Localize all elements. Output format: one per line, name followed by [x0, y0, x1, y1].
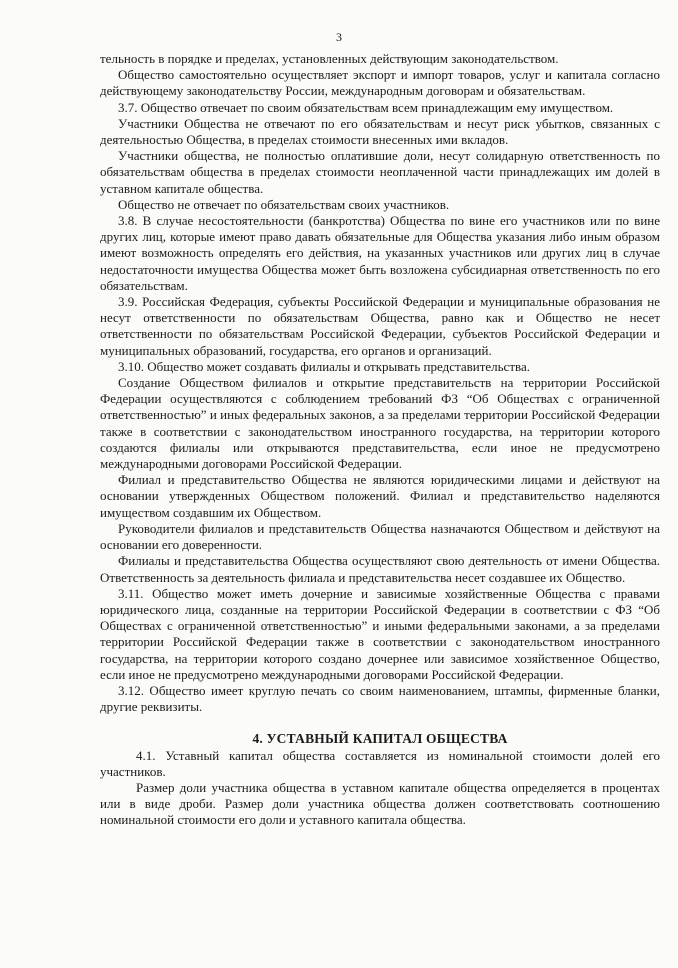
page-number: 3	[336, 30, 342, 44]
paragraph: Создание Обществом филиалов и открытие представительств на территории Российской Федерации осуществляются с соблюдением требований ФЗ “Об Обществах с ограниченной ответственностью” и иных федеральных законов, а за пределами территории Российской Федерации также в соответствии с законодательством иностранного государства, на территории которого создаются филиалы или открываются представительства, если иное не предусмотрено международными договорами Российской Федерации.	[100, 375, 660, 472]
paragraph: 3.10. Общество может создавать филиалы и открывать представительства.	[118, 358, 530, 374]
paragraph: Участники Общества не отвечают по его обязательствам и несут риск убытков, связанных с деятельностью Общества, в пределах стоимости внесенных ими вкладов.	[100, 115, 660, 148]
paragraph: 3.9. Российская Федерация, субъекты Российской Федерации и муниципальные образования не несут ответственности по обязательствам Общества, равно как и Общество не несет ответственности по обязательствам Российской Федерации, субъектов Российской Федерации и муниципальных образований, государства, его органов и организаций.	[100, 294, 660, 358]
paragraph: 4.1. Уставный капитал общества составляется из номинальной стоимости долей его участников.	[100, 747, 660, 779]
paragraph: Филиал и представительство Общества не являются юридическими лицами и действуют на основании утвержденных Обществом положений. Филиал и представительство наделяются имуществом создавшим их Обществом.	[100, 472, 660, 520]
document-body	[100, 51, 660, 829]
paragraph: тельность в порядке и пределах, установленных действующим законодательством.	[100, 51, 559, 66]
paragraph: Участники общества, не полностью оплатившие доли, несут солидарную ответственность по обязательствам общества в пределах стоимости неоплаченной части принадлежащих им долей в уставном капитале общества.	[100, 148, 660, 196]
paragraph: Филиалы и представительства Общества осуществляют свою деятельность от имени Общества. Ответственность за деятельность филиала и представительства несет создавшее их Общество.	[100, 553, 660, 585]
paragraph: 3.7. Общество отвечает по своим обязательствам всем принадлежащим ему имуществом.	[118, 99, 614, 115]
paragraph: Общество самостоятельно осуществляет экспорт и импорт товаров, услуг и капитала согласно действующему законодательству России, международным договорам и обязательствам.	[100, 67, 660, 99]
paragraph: 3.12. Общество имеет круглую печать со своим наименованием, штампы, фирменные бланки, другие реквизиты.	[100, 682, 660, 715]
paragraph: 3.8. В случае несостоятельности (банкротства) Общества по вине его участников или по вине других лиц, которые имеют право давать обязательные для Общества указания либо иным образом имеют возможность определять его действия, на указанных участников или других лиц в случае недостаточности имущества Общества может быть возложена субсидиарная ответственность по его обязательствам.	[100, 213, 660, 293]
paragraph: Руководители филиалов и представительств Общества назначаются Обществом и действуют на основании его доверенности.	[100, 520, 660, 553]
paragraph: Размер доли участника общества в уставном капитале общества определяется в процентах или в виде дроби. Размер доли участника общества должен соответствовать соотношению номинальной стоимости его доли и уставного капитала общества.	[100, 779, 660, 828]
spacer	[100, 715, 660, 731]
section-title: 4. УСТАВНЫЙ КАПИТАЛ ОБЩЕСТВА	[252, 731, 508, 747]
paragraph: Общество не отвечает по обязательствам своих участников.	[118, 196, 450, 212]
paragraph: 3.11. Общество может иметь дочерние и зависимые хозяйственные Общества с правами юридического лица, созданные на территории Российской Федерации в соответствии с ФЗ “Об Обществах с ограниченной ответственностью” и иными федеральными законами, а за пределами территории Российской Федерации также в соответствии с законодательством иностранного государства, на территории которого создано дочернее или зависимое хозяйственное Общество, если иное не предусмотрено международными договорами Российской Федерации.	[100, 585, 660, 682]
